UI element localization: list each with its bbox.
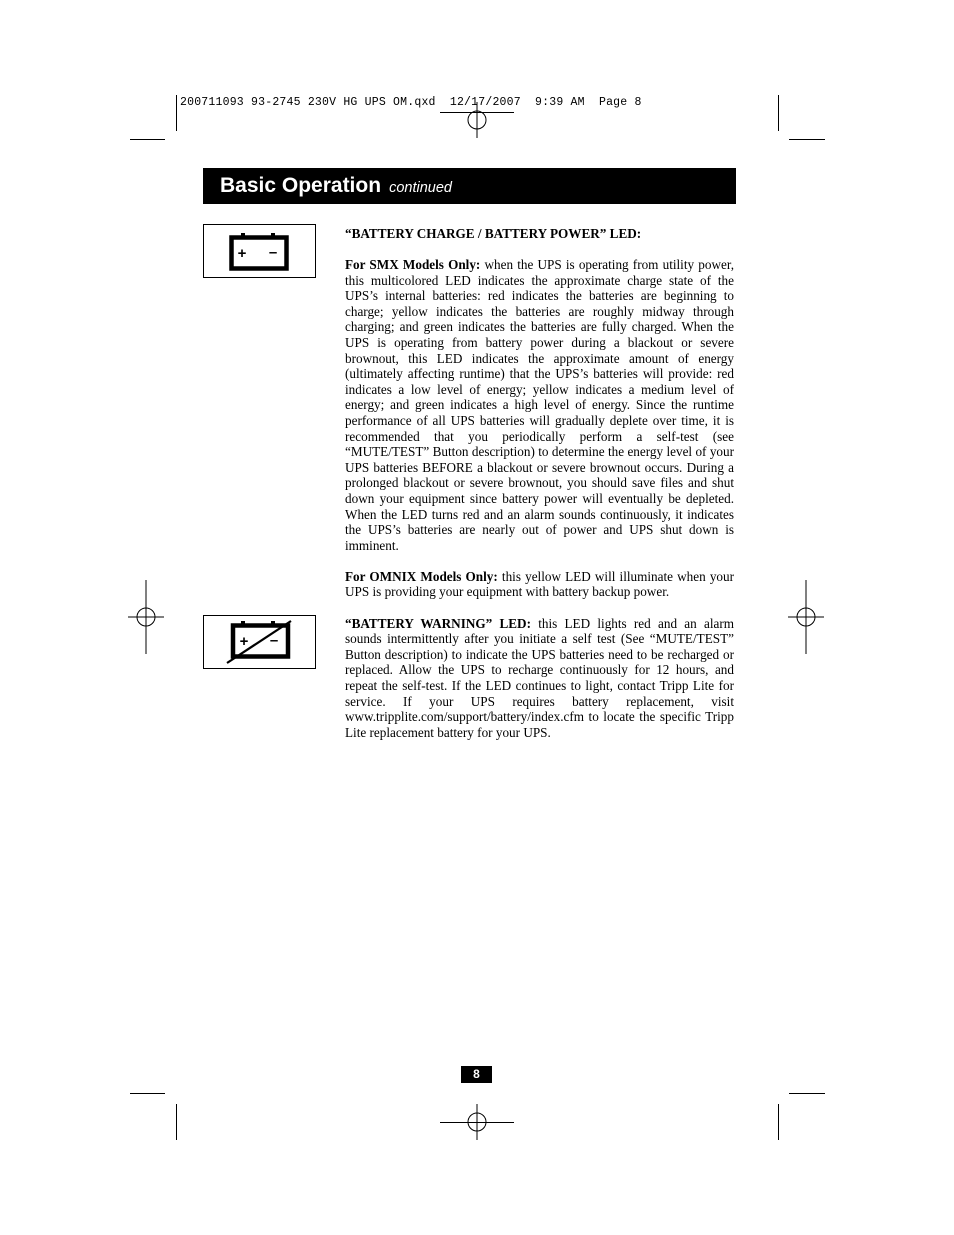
registration-mark-icon — [459, 102, 495, 138]
battery-warning-label: “BATTERY WARNING” LED: — [345, 615, 531, 631]
crop-mark — [176, 95, 177, 131]
crop-mark — [176, 1104, 177, 1140]
section-title: Basic Operation — [220, 174, 382, 197]
battery-warning-icon — [204, 616, 314, 667]
battery-charge-icon-box — [203, 224, 316, 278]
registration-mark-icon — [788, 580, 824, 654]
battery-minus-label: – — [269, 632, 279, 649]
crop-mark — [130, 139, 165, 140]
battery-charge-heading: “BATTERY CHARGE / BATTERY POWER” LED: — [345, 226, 642, 241]
omnix-paragraph — [345, 569, 734, 600]
smx-text: when the UPS is operating from utility power, this multicolored LED indicates the approximate charge state of the UPS’s internal batteries: red indicates the batteries are beginning to charge; yellow indicates the batteries are roughly midway through charging; and green indicates the batteries are fully charged. When the UPS is operating from battery power during a blackout or severe brownout, this LED indicates the approximate amount of energy (ultimately affecting runtime) that the UPS’s batteries will provide: red indicates a low level of energy; yellow indicates a medium level of energy; and green indicates a high level of energy. Since the runtime performance of all UPS batteries will gradually deplete over time, it is recommended that you periodically perform a self-test (see “MUTE/TEST” Button description) to determine the energy level of your UPS batteries BEFORE a blackout or severe brownout occurs. During a prolonged blackout or severe brownout, you should save files and shut down your equipment since battery power will eventually be depleted. When the LED turns red and an alarm sounds continuously, it indicates the UPS’s batteries are nearly out of power and UPS shut down is imminent. — [345, 257, 734, 553]
battery-warning-text: this LED lights red and an alarm sounds intermittently after you initiate a self test (See “MUTE/TEST” Button description) to indicate the UPS batteries need to be recharged or replaced. Allow the UPS to recharge continuously for 12 hours, and repeat the self-test. If the LED continues to light, contact Tripp Lite for service. If your UPS requires battery replacement, visit www.tripplite.com/support/battery/index.cfm to locate the specific Tripp Lite replacement battery for your UPS. — [345, 615, 734, 740]
omnix-label: For OMNIX Models Only: — [345, 568, 498, 584]
smx-paragraph — [345, 257, 734, 553]
crop-mark — [778, 1104, 779, 1140]
section-subtitle: continued — [389, 179, 452, 196]
crop-mark — [778, 95, 779, 131]
crop-mark — [130, 1093, 165, 1094]
omnix-text: this yellow LED will illuminate when your UPS is providing your equipment with battery backup power. — [345, 568, 734, 600]
registration-mark-icon — [128, 580, 164, 654]
body-text — [345, 226, 734, 756]
smx-label: For SMX Models Only: — [345, 257, 481, 273]
crop-mark — [789, 139, 825, 140]
crop-mark — [789, 1093, 825, 1094]
battery-plus-label: + — [237, 245, 247, 262]
battery-icon — [204, 225, 314, 276]
battery-warning-icon-box — [203, 615, 316, 669]
section-header — [203, 168, 736, 204]
battery-warning-paragraph — [345, 616, 734, 741]
battery-plus-label: + — [239, 633, 249, 650]
registration-mark-icon — [459, 1104, 495, 1140]
print-slug: 200711093 93-2745 230V HG UPS OM.qxd 12/17/2007 9:39 AM Page 8 — [180, 96, 642, 109]
page-number: 8 — [461, 1066, 492, 1083]
battery-minus-label: – — [268, 244, 278, 261]
